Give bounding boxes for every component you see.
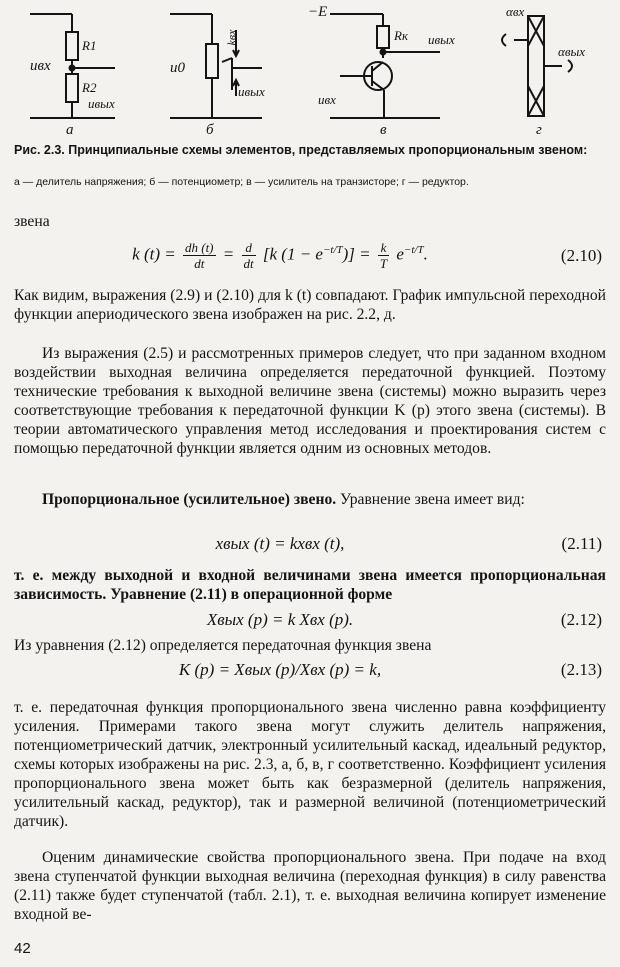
label-d-letter: г [536, 122, 542, 138]
label-a-r2: R2 [82, 80, 97, 95]
paragraph-1: Как видим, выражения (2.9) и (2.10) для k (t) совпадают. График импульсной переходной функции апериодического звена изображен на рис. 2.2, д. [14, 287, 606, 323]
label-c-minus-e: −E [308, 4, 328, 20]
paragraph-3: Пропорциональное (усилительное) звено. Уравнение звена имеет вид: [42, 491, 525, 508]
paragraph-4: т. е. между выходной и входной величинами звена имеется пропорциональная зависимость. Уравнение (2.11) в операционной форме [14, 567, 606, 603]
equation-number-2-11: (2.11) [561, 534, 602, 553]
label-d-ain: αвх [506, 4, 525, 19]
label-a-r1: R1 [82, 38, 97, 53]
label-a-uin: uвх [30, 58, 51, 74]
figure-2-3 [0, 0, 620, 140]
equation-number-2-13: (2.13) [560, 660, 602, 679]
equation-2-12: Xвых (p) = k Xвх (p). (2.12) [206, 610, 602, 629]
label-c-uin: uвх [318, 92, 336, 107]
paragraph-7: Оценим динамические свойства пропорционального звена. При подаче на вход звена ступенчатой функции выходная величина (переходная функция) в силу равенства (2.11) также будет ступенчатой (табл. 2.1), т. е. выходная величина копирует изменение входной ве- [14, 849, 606, 923]
equation-2-10: k (t) = $\frac{dh (t)}{dt}$ = $\frac{d}{dt}$ [k $(1 - e^{-t/T})$] = $\frac{k}{T}$ $e^{-t/T}$. (2.10) [132, 240, 602, 271]
equation-2-11: xвых (t) = kxвх (t), (2.11) [215, 534, 602, 553]
label-b-letter: б [206, 122, 214, 138]
paragraph-2: Из выражения (2.5) и рассмотренных примеров следует, что при заданном входном воздействии выходная величина определяется передаточной функцией. Поэтому технические требования к выходной величине звена (системы) можно выразить через соответствующие требования к передаточной функции K (p) этого звена (системы). В теории автоматического управления метод исследования и проектирования систем с помощью передаточной функции является одним из основных методов. [14, 345, 606, 457]
equation-number-2-12: (2.12) [560, 610, 602, 629]
label-a-letter: а [66, 122, 74, 138]
label-c-letter: в [380, 122, 387, 138]
label-b-u0: u0 [170, 60, 185, 76]
label-b-kin: kвх [224, 29, 239, 46]
label-c-uout: uвых [428, 32, 455, 47]
label-c-rk: Rк [394, 28, 409, 43]
label-b-uout: uвых [238, 84, 265, 99]
figure-caption: Рис. 2.3. Принципиальные схемы элементов, представляемых пропорциональным звеном: [14, 143, 588, 157]
paragraph-5: Из уравнения (2.12) определяется передаточная функция звена [14, 637, 432, 654]
label-a-uout: uвых [88, 96, 115, 111]
figure-circuits [0, 0, 620, 140]
equation-number-2-10: (2.10) [560, 246, 602, 265]
figure-legend: а — делитель напряжения; б — потенциометр; в — усилитель на транзисторе; г — редуктор. [14, 176, 469, 188]
page-number: 42 [14, 940, 31, 957]
paragraph-6: т. е. передаточная функция пропорционального звена численно равна коэффициенту усиления. Примерами такого звена могут служить делитель напряжения, потенциометрический датчик, электронный усилительный каскад, идеальный редуктор, схемы которых изображены на рис. 2.3, а, б, в, г соответственно. Коэффициент усиления пропорционального звена может быть как безразмерной (делитель напряжения, усилительный каскад, редуктор), так и размерной величиной (потенциометрический датчик). [14, 699, 606, 830]
label-d-aout: αвых [558, 44, 586, 59]
equation-2-13: K (p) = Xвых (p)/Xвх (p) = k, (2.13) [178, 660, 602, 679]
paragraph-zvena: звена [14, 213, 50, 230]
